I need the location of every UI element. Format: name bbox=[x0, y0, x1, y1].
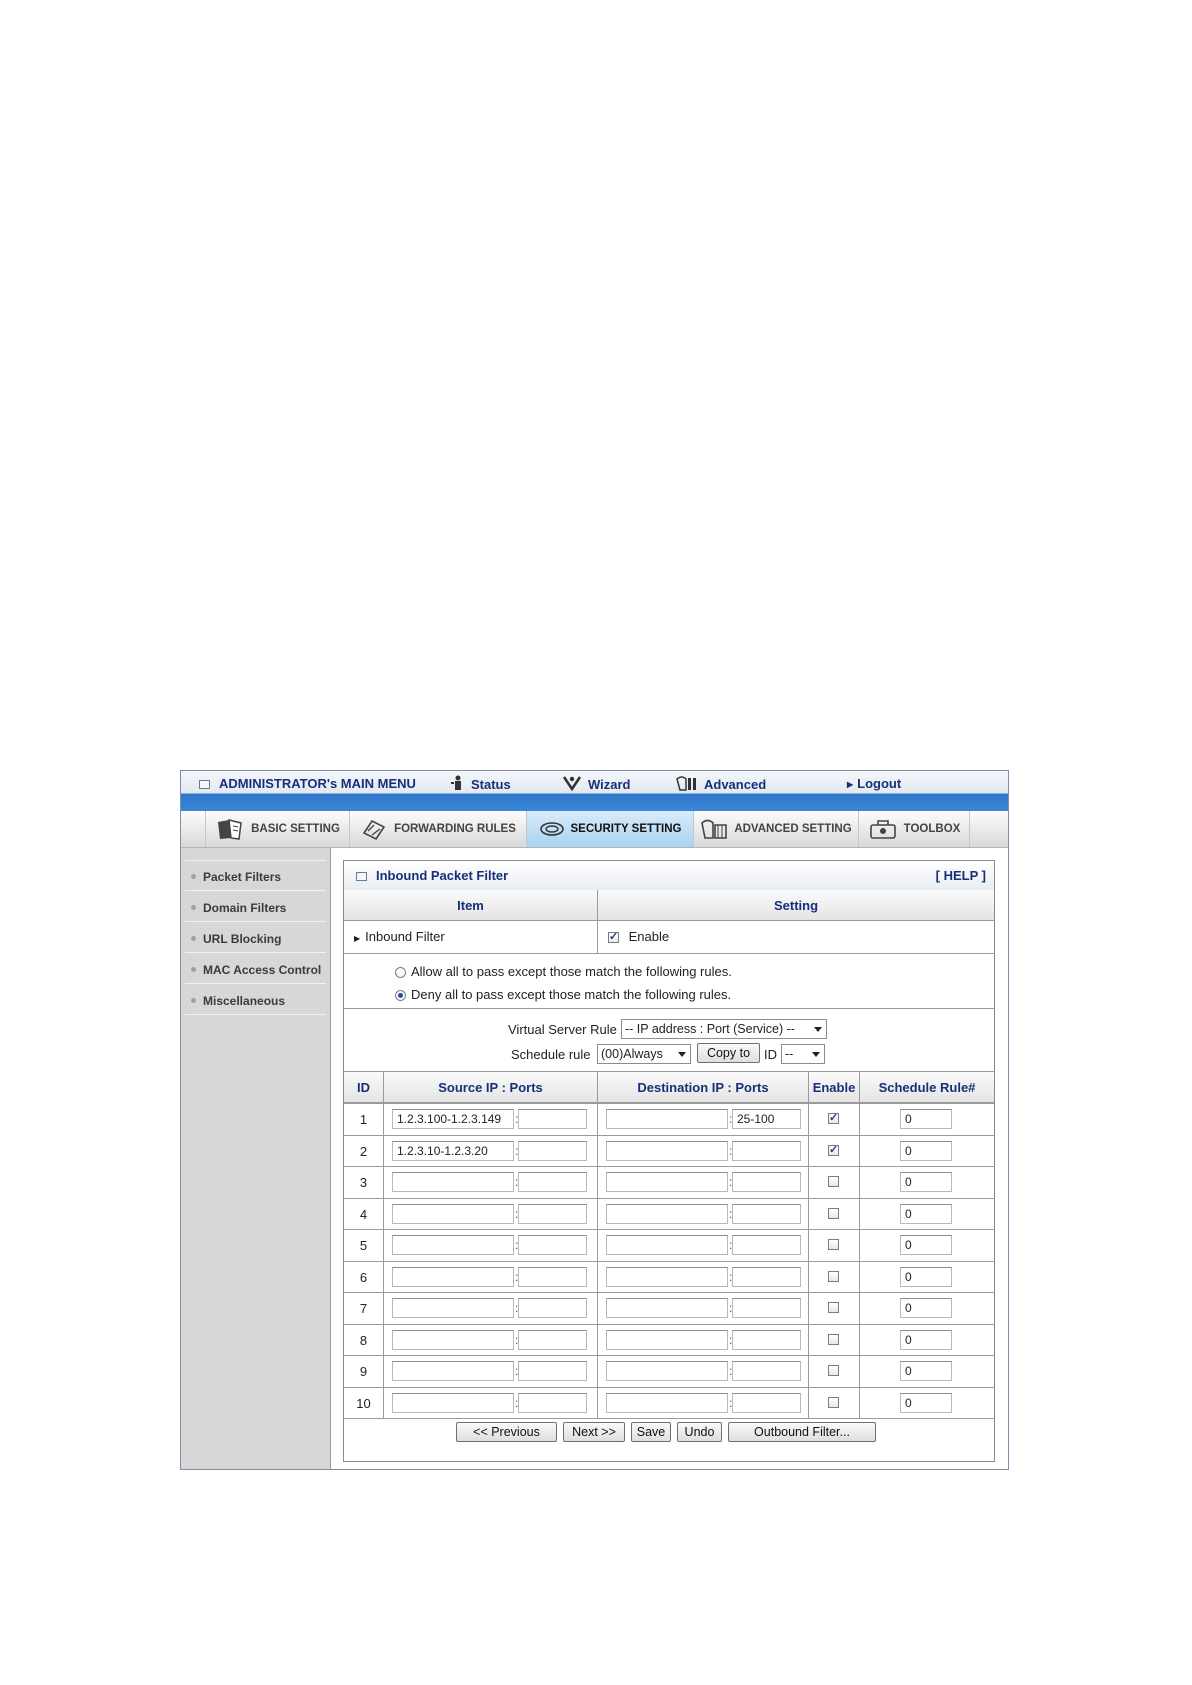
column-divider bbox=[383, 1103, 384, 1135]
row-divider bbox=[344, 1103, 994, 1104]
column-divider bbox=[808, 1229, 809, 1261]
inbound-packet-filter-panel bbox=[343, 860, 995, 1462]
tab-security-setting[interactable] bbox=[526, 811, 693, 847]
port-separator: : bbox=[729, 1144, 733, 1158]
port-separator: : bbox=[515, 1364, 519, 1378]
security-icon bbox=[539, 818, 565, 840]
column-divider bbox=[597, 1135, 598, 1167]
sidebar-item-label: MAC Access Control bbox=[203, 963, 322, 977]
schedule-rule-input[interactable]: 0 bbox=[900, 1109, 952, 1129]
destination-port-input[interactable] bbox=[732, 1298, 801, 1318]
router-admin-window bbox=[180, 770, 1009, 1470]
rule-enable-checkbox[interactable] bbox=[828, 1365, 839, 1376]
column-divider bbox=[859, 1355, 860, 1387]
bullet-icon bbox=[191, 998, 196, 1003]
tab-toolbox[interactable] bbox=[858, 811, 970, 847]
rules-header-id: ID bbox=[344, 1072, 383, 1103]
column-divider bbox=[383, 1135, 384, 1167]
title-square-icon bbox=[356, 872, 367, 881]
deny-radio[interactable] bbox=[395, 990, 406, 1001]
schedule-rule-input[interactable]: 0 bbox=[900, 1298, 952, 1318]
schedule-rule-input[interactable]: 0 bbox=[900, 1141, 952, 1161]
undo-button[interactable]: Undo bbox=[677, 1422, 722, 1442]
rule-id: 6 bbox=[359, 1270, 368, 1285]
schedule-rule-input[interactable]: 0 bbox=[900, 1393, 952, 1413]
next-button[interactable]: Next >> bbox=[563, 1422, 625, 1442]
source-port-input[interactable] bbox=[518, 1109, 587, 1129]
column-divider bbox=[808, 1387, 809, 1419]
rule-id: 10 bbox=[356, 1396, 371, 1411]
port-separator: : bbox=[729, 1207, 733, 1221]
allow-policy-text: Allow all to pass except those match the following rules. bbox=[411, 964, 732, 979]
port-separator: : bbox=[729, 1238, 733, 1252]
tab-basic-label: BASIC SETTING bbox=[251, 823, 340, 835]
tab-advanced-setting[interactable] bbox=[693, 811, 858, 847]
inbound-filter-row-label bbox=[354, 929, 445, 944]
port-separator: : bbox=[515, 1112, 519, 1126]
destination-ip-input[interactable] bbox=[606, 1361, 728, 1381]
rule-enable-checkbox[interactable] bbox=[828, 1176, 839, 1187]
bullet-icon bbox=[191, 905, 196, 910]
schedule-rule-input[interactable]: 0 bbox=[900, 1204, 952, 1224]
destination-port-input[interactable] bbox=[732, 1330, 801, 1350]
destination-ip-input[interactable] bbox=[606, 1172, 728, 1192]
column-divider bbox=[859, 1261, 860, 1293]
column-divider bbox=[383, 1166, 384, 1198]
destination-ip-input[interactable] bbox=[606, 1235, 728, 1255]
destination-port-input[interactable] bbox=[732, 1172, 801, 1192]
panel-title-bar bbox=[344, 861, 994, 891]
schedule-rule-input[interactable]: 0 bbox=[900, 1172, 952, 1192]
source-ip-input[interactable] bbox=[392, 1361, 514, 1381]
source-ip-input[interactable]: 1.2.3.10-1.2.3.20 bbox=[392, 1141, 514, 1161]
source-ip-input[interactable] bbox=[392, 1298, 514, 1318]
destination-ip-input[interactable] bbox=[606, 1141, 728, 1161]
inbound-enable-control bbox=[608, 929, 669, 944]
port-separator: : bbox=[729, 1112, 733, 1126]
copy-to-button[interactable]: Copy to bbox=[697, 1043, 760, 1063]
divider bbox=[344, 1008, 994, 1009]
sidebar-item-domain-filters[interactable] bbox=[185, 892, 326, 922]
schedule-rule-input[interactable]: 0 bbox=[900, 1330, 952, 1350]
destination-ip-input[interactable] bbox=[606, 1298, 728, 1318]
column-divider bbox=[597, 1387, 598, 1419]
logout-label: Logout bbox=[857, 776, 902, 791]
chevron-down-icon bbox=[678, 1052, 686, 1057]
row-divider bbox=[344, 1387, 994, 1388]
rules-header-source: Source IP : Ports bbox=[383, 1072, 597, 1103]
column-divider bbox=[808, 1292, 809, 1324]
column-divider bbox=[597, 1166, 598, 1198]
destination-port-input[interactable] bbox=[732, 1361, 801, 1381]
row-divider bbox=[344, 1166, 994, 1167]
rule-id: 5 bbox=[359, 1238, 368, 1253]
advanced-link[interactable] bbox=[676, 775, 766, 793]
destination-port-input[interactable] bbox=[732, 1267, 801, 1287]
divider bbox=[344, 953, 994, 954]
column-divider bbox=[383, 1355, 384, 1387]
destination-port-input[interactable] bbox=[732, 1235, 801, 1255]
destination-port-input[interactable] bbox=[732, 1141, 801, 1161]
tab-toolbox-label: TOOLBOX bbox=[903, 823, 961, 835]
port-separator: : bbox=[515, 1301, 519, 1315]
destination-port-input[interactable] bbox=[732, 1204, 801, 1224]
source-port-input[interactable] bbox=[518, 1393, 587, 1413]
schedule-rule-input[interactable]: 0 bbox=[900, 1361, 952, 1381]
copy-id-select[interactable] bbox=[781, 1044, 825, 1064]
column-divider bbox=[597, 1324, 598, 1356]
source-port-input[interactable] bbox=[518, 1204, 587, 1224]
arrow-right-icon: ▶ bbox=[354, 934, 361, 943]
column-divider bbox=[597, 1103, 598, 1135]
wizard-label: Wizard bbox=[588, 776, 631, 792]
logout-link[interactable] bbox=[847, 775, 901, 793]
row-divider bbox=[344, 1229, 994, 1230]
book-icon bbox=[215, 817, 245, 841]
source-port-input[interactable] bbox=[518, 1361, 587, 1381]
row-divider bbox=[344, 1135, 994, 1136]
allow-radio[interactable] bbox=[395, 967, 406, 978]
sidebar-item-label: Packet Filters bbox=[203, 870, 282, 884]
rule-id: 2 bbox=[359, 1144, 368, 1159]
column-divider bbox=[859, 1292, 860, 1324]
wizard-icon bbox=[562, 775, 582, 796]
destination-ip-input[interactable] bbox=[606, 1393, 728, 1413]
virtual-server-rule-label: Virtual Server Rule bbox=[508, 1022, 617, 1037]
port-separator: : bbox=[729, 1270, 733, 1284]
column-divider bbox=[859, 1103, 860, 1135]
rules-header-schedule: Schedule Rule# bbox=[859, 1072, 994, 1103]
source-port-input[interactable] bbox=[518, 1298, 587, 1318]
rule-id: 9 bbox=[359, 1364, 368, 1379]
column-divider bbox=[808, 1166, 809, 1198]
column-divider bbox=[859, 1198, 860, 1230]
rule-id: 4 bbox=[359, 1207, 368, 1222]
row-divider bbox=[344, 1355, 994, 1356]
sidebar-item-url-blocking[interactable] bbox=[185, 923, 326, 953]
divider bbox=[597, 921, 598, 953]
schedule-rule-select[interactable] bbox=[597, 1044, 691, 1064]
arrow-right-icon: ▶ bbox=[847, 779, 854, 789]
tab-advanced-label: ADVANCED SETTING bbox=[734, 823, 852, 835]
destination-ip-input[interactable] bbox=[606, 1109, 728, 1129]
status-person-icon bbox=[451, 775, 465, 796]
destination-port-input[interactable] bbox=[732, 1393, 801, 1413]
column-divider bbox=[859, 1324, 860, 1356]
tab-basic-setting[interactable] bbox=[205, 811, 349, 847]
rule-id: 7 bbox=[359, 1301, 368, 1316]
source-port-input[interactable] bbox=[518, 1141, 587, 1161]
previous-button[interactable]: << Previous bbox=[456, 1422, 557, 1442]
rule-enable-checkbox[interactable] bbox=[828, 1239, 839, 1250]
port-separator: : bbox=[515, 1396, 519, 1410]
main-menu-label: ADMINISTRATOR's MAIN MENU bbox=[219, 776, 416, 791]
sidebar-item-label: URL Blocking bbox=[203, 932, 282, 946]
column-divider bbox=[383, 1387, 384, 1419]
source-ip-input[interactable] bbox=[392, 1267, 514, 1287]
column-divider bbox=[808, 1355, 809, 1387]
column-divider bbox=[383, 1324, 384, 1356]
sidebar-item-packet-filters[interactable] bbox=[185, 861, 326, 891]
source-port-input[interactable] bbox=[518, 1267, 587, 1287]
source-port-input[interactable] bbox=[518, 1330, 587, 1350]
deny-policy-option[interactable] bbox=[395, 987, 731, 1002]
status-label: Status bbox=[471, 776, 511, 792]
row-divider bbox=[344, 1198, 994, 1199]
bullet-icon bbox=[191, 967, 196, 972]
main-menu-title[interactable] bbox=[199, 775, 416, 793]
column-divider bbox=[597, 1198, 598, 1230]
port-separator: : bbox=[729, 1396, 733, 1410]
column-divider bbox=[597, 1229, 598, 1261]
source-ip-input[interactable] bbox=[392, 1172, 514, 1192]
column-divider bbox=[383, 1261, 384, 1293]
status-link[interactable] bbox=[451, 775, 511, 793]
rule-enable-checkbox[interactable] bbox=[828, 1145, 839, 1156]
column-divider bbox=[808, 1135, 809, 1167]
forwarding-icon bbox=[360, 817, 388, 841]
destination-ip-input[interactable] bbox=[606, 1204, 728, 1224]
schedule-rule-input[interactable]: 0 bbox=[900, 1235, 952, 1255]
deny-policy-text: Deny all to pass except those match the following rules. bbox=[411, 987, 732, 1002]
rule-enable-checkbox[interactable] bbox=[828, 1113, 839, 1124]
source-ip-input[interactable] bbox=[392, 1204, 514, 1224]
tab-security-label: SECURITY SETTING bbox=[570, 823, 682, 835]
column-divider bbox=[859, 1166, 860, 1198]
rule-enable-checkbox[interactable] bbox=[828, 1208, 839, 1219]
sidebar-item-label: Miscellaneous bbox=[203, 994, 286, 1008]
source-port-input[interactable] bbox=[518, 1235, 587, 1255]
rules-header-enable: Enable bbox=[808, 1072, 859, 1103]
port-separator: : bbox=[729, 1175, 733, 1189]
column-divider bbox=[859, 1135, 860, 1167]
rule-id: 3 bbox=[359, 1175, 368, 1190]
column-divider bbox=[808, 1103, 809, 1135]
allow-policy-option[interactable] bbox=[395, 964, 732, 979]
row-divider bbox=[344, 1292, 994, 1293]
inbound-filter-label: Inbound Filter bbox=[365, 929, 445, 944]
destination-port-input[interactable]: 25-100 bbox=[732, 1109, 801, 1129]
copy-id-label: ID bbox=[764, 1047, 777, 1062]
port-separator: : bbox=[515, 1207, 519, 1221]
column-divider bbox=[597, 1292, 598, 1324]
destination-ip-input[interactable] bbox=[606, 1330, 728, 1350]
sidebar bbox=[181, 848, 331, 1469]
column-divider bbox=[859, 1229, 860, 1261]
save-button[interactable]: Save bbox=[631, 1422, 671, 1442]
column-header-setting: Setting bbox=[597, 890, 994, 921]
row-divider bbox=[344, 1261, 994, 1262]
source-ip-input[interactable] bbox=[392, 1393, 514, 1413]
column-divider bbox=[808, 1324, 809, 1356]
destination-ip-input[interactable] bbox=[606, 1267, 728, 1287]
panel-title: Inbound Packet Filter bbox=[376, 868, 509, 883]
rule-enable-checkbox[interactable] bbox=[828, 1397, 839, 1408]
column-divider bbox=[859, 1387, 860, 1419]
advanced-icon bbox=[676, 775, 698, 796]
port-separator: : bbox=[515, 1175, 519, 1189]
schedule-rule-value: (00)Always bbox=[601, 1047, 663, 1061]
menu-square-icon bbox=[199, 780, 210, 789]
port-separator: : bbox=[729, 1333, 733, 1347]
port-separator: : bbox=[729, 1364, 733, 1378]
tab-forwarding-rules[interactable] bbox=[349, 811, 526, 847]
row-divider bbox=[344, 1324, 994, 1325]
help-link[interactable]: [ HELP ] bbox=[935, 868, 986, 883]
port-separator: : bbox=[515, 1270, 519, 1284]
rule-enable-checkbox[interactable] bbox=[828, 1302, 839, 1313]
virtual-server-rule-select[interactable] bbox=[621, 1019, 827, 1039]
settings-tab-bar bbox=[181, 811, 1008, 848]
rule-id: 8 bbox=[359, 1333, 368, 1348]
main-menu-bar bbox=[181, 771, 1008, 811]
port-separator: : bbox=[729, 1301, 733, 1315]
column-divider bbox=[383, 1198, 384, 1230]
virtual-server-rule-value: -- IP address : Port (Service) -- bbox=[625, 1022, 795, 1036]
outbound-filter-button[interactable]: Outbound Filter... bbox=[728, 1422, 876, 1442]
column-divider bbox=[383, 1292, 384, 1324]
sidebar-item-miscellaneous[interactable] bbox=[185, 985, 326, 1015]
column-divider bbox=[808, 1261, 809, 1293]
rule-enable-checkbox[interactable] bbox=[828, 1271, 839, 1282]
source-ip-input[interactable]: 1.2.3.100-1.2.3.149 bbox=[392, 1109, 514, 1129]
bullet-icon bbox=[191, 874, 196, 879]
bullet-icon bbox=[191, 936, 196, 941]
schedule-rule-input[interactable]: 0 bbox=[900, 1267, 952, 1287]
inbound-enable-label: Enable bbox=[628, 929, 670, 944]
row-divider bbox=[344, 1418, 994, 1419]
source-ip-input[interactable] bbox=[392, 1330, 514, 1350]
toolbox-icon bbox=[868, 817, 898, 841]
advanced-setting-icon bbox=[700, 817, 728, 841]
column-header-item: Item bbox=[344, 890, 597, 921]
tab-forwarding-label: FORWARDING RULES bbox=[394, 823, 516, 835]
sidebar-item-mac-access-control[interactable] bbox=[185, 954, 326, 984]
rule-id: 1 bbox=[359, 1112, 368, 1127]
inbound-enable-checkbox[interactable] bbox=[608, 932, 619, 943]
wizard-link[interactable] bbox=[562, 775, 631, 793]
source-ip-input[interactable] bbox=[392, 1235, 514, 1255]
source-port-input[interactable] bbox=[518, 1172, 587, 1192]
column-divider bbox=[383, 1229, 384, 1261]
chevron-down-icon bbox=[812, 1052, 820, 1057]
column-divider bbox=[808, 1198, 809, 1230]
port-separator: : bbox=[515, 1238, 519, 1252]
copy-id-value: -- bbox=[785, 1047, 794, 1061]
schedule-rule-label: Schedule rule bbox=[511, 1047, 591, 1062]
port-separator: : bbox=[515, 1144, 519, 1158]
port-separator: : bbox=[515, 1333, 519, 1347]
chevron-down-icon bbox=[814, 1027, 822, 1032]
sidebar-item-label: Domain Filters bbox=[203, 901, 287, 915]
rule-enable-checkbox[interactable] bbox=[828, 1334, 839, 1345]
rules-header-destination: Destination IP : Ports bbox=[597, 1072, 808, 1103]
column-divider bbox=[597, 1355, 598, 1387]
advanced-label: Advanced bbox=[704, 776, 767, 792]
column-divider bbox=[597, 1261, 598, 1293]
